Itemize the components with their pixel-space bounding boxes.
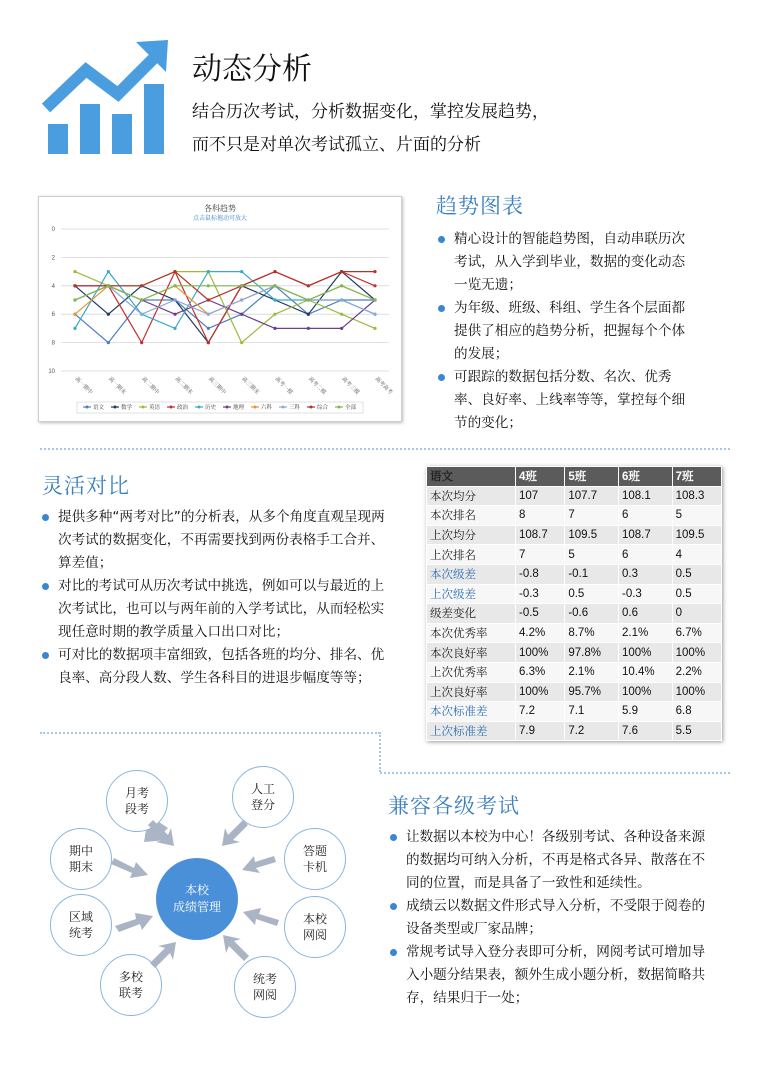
- data-point: [73, 270, 76, 273]
- table-cell: 108.1: [618, 486, 672, 506]
- table-cell: 100%: [516, 643, 565, 663]
- row-label: 本次优秀率: [427, 623, 516, 643]
- x-tick-label: 高三期末: [240, 376, 261, 396]
- table-cell: 6.3%: [516, 662, 565, 682]
- legend-marker: [338, 406, 341, 409]
- table-cell: 5: [672, 506, 721, 526]
- data-point: [240, 313, 243, 316]
- table-cell: 100%: [672, 682, 721, 702]
- table-header-cell: 6班: [618, 467, 672, 487]
- x-tick-label: 高二期中: [140, 376, 161, 396]
- diagram-node: [284, 896, 346, 958]
- data-point: [140, 284, 143, 287]
- legend-marker: [282, 406, 285, 409]
- table-cell: 100%: [618, 682, 672, 702]
- y-tick-label: 10: [48, 369, 55, 375]
- x-tick-label: 高二期末: [173, 376, 194, 396]
- data-point: [207, 284, 210, 287]
- data-point: [273, 270, 276, 273]
- table-cell: -0.5: [516, 604, 565, 624]
- data-point: [307, 284, 310, 287]
- list-item: 可跟踪的数据包括分数、名次、优秀率、良好率、上线率等等，掌控每个细节的变化；: [438, 366, 693, 435]
- list-item: 提供多种“两考对比”的分析表，从多个角度直观呈现两次考试的数据变化，不再需要找到两份表格手工合并、算差值；: [42, 506, 394, 575]
- trend-bullets: [438, 228, 693, 435]
- data-point: [207, 313, 210, 316]
- table-cell: 0.5: [565, 584, 619, 604]
- diagram-node: [100, 954, 162, 1016]
- table-row: [427, 662, 722, 682]
- table-cell: 100%: [672, 643, 721, 663]
- table-cell: 107: [516, 486, 565, 506]
- table-cell: 7: [565, 506, 619, 526]
- table-cell: 95.7%: [565, 682, 619, 702]
- divider: [380, 772, 730, 774]
- legend-marker: [226, 406, 229, 409]
- table-cell: 5: [565, 545, 619, 565]
- table-cell: 109.5: [672, 525, 721, 545]
- table-cell: 2.2%: [672, 662, 721, 682]
- table-cell: 107.7: [565, 486, 619, 506]
- table-cell: 0.3: [618, 564, 672, 584]
- legend-marker: [254, 406, 257, 409]
- y-tick-label: 4: [51, 283, 55, 290]
- data-point: [173, 270, 176, 273]
- compare-table-wrap: [426, 466, 722, 741]
- row-label: 级差变化: [427, 604, 516, 624]
- data-point: [173, 313, 176, 316]
- compare-section-title: 灵活对比: [42, 474, 130, 498]
- table-row: [427, 525, 722, 545]
- data-point: [140, 341, 143, 344]
- legend-label: 三科: [289, 405, 301, 411]
- row-label: 上次均分: [427, 525, 516, 545]
- table-row: [427, 584, 722, 604]
- table-row: [427, 702, 722, 722]
- table-header-subject: 语文: [427, 467, 516, 487]
- page-title: 动态分析: [192, 52, 312, 87]
- data-point: [107, 313, 110, 316]
- row-label: 本次良好率: [427, 643, 516, 663]
- row-label: 上次优秀率: [427, 662, 516, 682]
- divider: [40, 732, 380, 734]
- data-point: [307, 313, 310, 316]
- data-point: [240, 270, 243, 273]
- legend-label: 六科: [261, 405, 273, 411]
- table-cell: 100%: [618, 643, 672, 663]
- data-point: [340, 270, 343, 273]
- data-point: [373, 327, 376, 330]
- legend-label: 政治: [177, 405, 189, 411]
- table-cell: 6: [618, 545, 672, 565]
- table-cell: 108.3: [672, 486, 721, 506]
- compat-bullets: [390, 826, 712, 1010]
- table-cell: 7.9: [516, 721, 565, 741]
- data-point: [240, 341, 243, 344]
- table-row: [427, 564, 722, 584]
- data-point: [340, 284, 343, 287]
- data-point: [73, 298, 76, 301]
- table-cell: 5.5: [672, 721, 721, 741]
- data-point: [207, 327, 210, 330]
- table-cell: 6: [618, 506, 672, 526]
- table-row: [427, 506, 722, 526]
- diagram-node: [106, 770, 168, 832]
- x-tick-label: 高考三模: [340, 376, 361, 396]
- table-cell: -0.6: [565, 604, 619, 624]
- y-tick-label: 0: [51, 227, 55, 233]
- legend-label: 数学: [121, 405, 133, 411]
- row-label: 本次均分: [427, 486, 516, 506]
- trend-section-title: 趋势图表: [436, 194, 524, 218]
- row-label: 上次良好率: [427, 682, 516, 702]
- x-tick-label: 高考高考: [373, 376, 394, 396]
- data-point: [107, 270, 110, 273]
- table-cell: 5.9: [618, 702, 672, 722]
- trend-chart: [38, 196, 402, 422]
- y-tick-label: 6: [51, 312, 55, 319]
- data-point: [207, 270, 210, 273]
- data-point: [140, 298, 143, 301]
- data-point: [373, 298, 376, 301]
- legend-label: 地理: [233, 405, 245, 411]
- y-tick-label: 8: [51, 340, 55, 347]
- table-cell: 108.7: [516, 525, 565, 545]
- table-row: [427, 721, 722, 741]
- data-point: [340, 313, 343, 316]
- table-cell: -0.1: [565, 564, 619, 584]
- row-label: 上次排名: [427, 545, 516, 565]
- diagram-node-label: 期中 期末: [68, 844, 93, 874]
- diagram-node: [234, 956, 296, 1018]
- table-cell: 7.2: [516, 702, 565, 722]
- trend-chart-svg: [39, 197, 401, 421]
- table-cell: 0.6: [618, 604, 672, 624]
- diagram-node: [232, 766, 294, 828]
- chart-title: 各科趋势: [204, 204, 236, 213]
- table-cell: 4.2%: [516, 623, 565, 643]
- list-item: 常规考试导入登分表即可分析，网阅考试可增加导入小题分结果表，额外生成小题分析，数据简略共存，结果归于一处；: [390, 941, 712, 1010]
- series-line: [75, 286, 375, 314]
- row-label: 本次标准差: [427, 702, 516, 722]
- table-cell: -0.3: [516, 584, 565, 604]
- data-point: [307, 327, 310, 330]
- data-point: [373, 313, 376, 316]
- table-cell: 0.5: [672, 564, 721, 584]
- compare-table: [426, 466, 722, 741]
- legend-marker: [310, 406, 313, 409]
- data-point: [340, 327, 343, 330]
- row-label: 上次标准差: [427, 721, 516, 741]
- list-item: 成绩云以数据文件形式导入分析，不受限于阅卷的设备类型或厂家品牌；: [390, 895, 712, 941]
- y-tick-label: 2: [51, 255, 55, 262]
- data-point: [240, 298, 243, 301]
- table-cell: 109.5: [565, 525, 619, 545]
- data-point: [207, 298, 210, 301]
- table-cell: 8.7%: [565, 623, 619, 643]
- table-cell: 2.1%: [618, 623, 672, 643]
- diagram-node-label: 多校 联考: [118, 970, 143, 1000]
- table-cell: 6.7%: [672, 623, 721, 643]
- compare-bullets: [42, 506, 394, 690]
- table-cell: 0.5: [672, 584, 721, 604]
- data-point: [273, 298, 276, 301]
- table-cell: 6.8: [672, 702, 721, 722]
- divider: [40, 448, 730, 450]
- legend-marker: [114, 406, 117, 409]
- diagram-node-label: 月考 段考: [124, 786, 149, 816]
- data-point: [373, 270, 376, 273]
- chart-subtitle: 点击鼠标拖动可放大: [192, 216, 248, 222]
- data-point: [207, 341, 210, 344]
- diagram-node-label: 统考 网阅: [252, 972, 277, 1002]
- table-header-cell: 5班: [565, 467, 619, 487]
- table-cell: 7.1: [565, 702, 619, 722]
- data-point: [273, 284, 276, 287]
- diagram-node-label: 答题 卡机: [302, 844, 327, 874]
- data-point: [340, 298, 343, 301]
- diagram-node-label: 人工 登分: [250, 782, 275, 812]
- data-point: [307, 298, 310, 301]
- diagram-node-label: 区域 统考: [68, 910, 93, 940]
- list-item: 为年级、班级、科组、学生各个层面都提供了相应的趋势分析，把握每个个体的发展；: [438, 297, 693, 366]
- data-point: [173, 298, 176, 301]
- table-cell: 7.6: [618, 721, 672, 741]
- header-line-2: 而不只是对单次考试孤立、片面的分析: [192, 135, 481, 155]
- table-cell: 4: [672, 545, 721, 565]
- list-item: 对比的考试可从历次考试中挑选，例如可以与最近的上次考试比，也可以与两年前的入学考试比，从而轻松实现任意时期的教学质量入口出口对比；: [42, 575, 394, 644]
- table-cell: 2.1%: [565, 662, 619, 682]
- source-diagram: [40, 756, 380, 1026]
- list-item: 精心设计的智能趋势图，自动串联历次考试，从入学到毕业，数据的变化动态一览无遗；: [438, 228, 693, 297]
- table-row: [427, 604, 722, 624]
- diagram-node: [284, 828, 346, 890]
- table-header-cell: 4班: [516, 467, 565, 487]
- data-point: [107, 284, 110, 287]
- data-point: [140, 313, 143, 316]
- diagram-center: [156, 858, 238, 940]
- table-row: [427, 682, 722, 702]
- data-point: [173, 284, 176, 287]
- table-cell: 100%: [516, 682, 565, 702]
- legend-marker: [198, 406, 201, 409]
- table-cell: -0.3: [618, 584, 672, 604]
- table-row: [427, 486, 722, 506]
- table-row: [427, 643, 722, 663]
- data-point: [373, 284, 376, 287]
- data-point: [273, 327, 276, 330]
- table-row: [427, 623, 722, 643]
- list-item: 可对比的数据项丰富细致，包括各班的均分、排名、优良率、高分段人数、学生各科目的进退步幅度等等；: [42, 644, 394, 690]
- table-header-cell: 7班: [672, 467, 721, 487]
- data-point: [107, 341, 110, 344]
- diagram-node: [50, 894, 112, 956]
- x-tick-label: 高考一模: [273, 376, 294, 396]
- diagram-node-label: 本校 网阅: [302, 912, 327, 942]
- table-cell: 97.8%: [565, 643, 619, 663]
- list-item: 让数据以本校为中心！各级别考试、各种设备来源的数据均可纳入分析，不再是格式各异、散落在不同的位置，而是具备了一致性和延续性。: [390, 826, 712, 895]
- table-row: [427, 545, 722, 565]
- trend-chart-icon: [40, 38, 170, 158]
- row-label: 上次级差: [427, 584, 516, 604]
- legend-marker: [170, 406, 173, 409]
- x-tick-label: 高三期中: [206, 376, 227, 396]
- row-label: 本次级差: [427, 564, 516, 584]
- data-point: [73, 284, 76, 287]
- x-tick-label: 高一期末: [106, 376, 127, 396]
- row-label: 本次排名: [427, 506, 516, 526]
- table-cell: 8: [516, 506, 565, 526]
- legend-label: 综合: [317, 405, 329, 411]
- table-cell: 10.4%: [618, 662, 672, 682]
- data-point: [173, 327, 176, 330]
- legend-label: 全部: [345, 405, 357, 411]
- data-point: [273, 313, 276, 316]
- x-tick-label: 高考二模: [306, 376, 327, 396]
- x-tick-label: 高一期中: [73, 376, 94, 396]
- data-point: [73, 327, 76, 330]
- table-cell: 108.7: [618, 525, 672, 545]
- legend-label: 历史: [205, 405, 217, 411]
- table-cell: 0: [672, 604, 721, 624]
- legend-marker: [142, 406, 145, 409]
- legend-label: 英语: [149, 405, 161, 411]
- table-cell: -0.8: [516, 564, 565, 584]
- data-point: [73, 313, 76, 316]
- data-point: [240, 284, 243, 287]
- table-cell: 7: [516, 545, 565, 565]
- diagram-node: [50, 828, 112, 890]
- table-cell: 7.2: [565, 721, 619, 741]
- legend-label: 语文: [93, 405, 105, 411]
- header-line-1: 结合历次考试，分析数据变化，掌控发展趋势，: [192, 102, 549, 122]
- diagram-center-label: 本校 成绩管理: [172, 883, 221, 914]
- compat-section-title: 兼容各级考试: [388, 794, 520, 818]
- legend-marker: [86, 406, 89, 409]
